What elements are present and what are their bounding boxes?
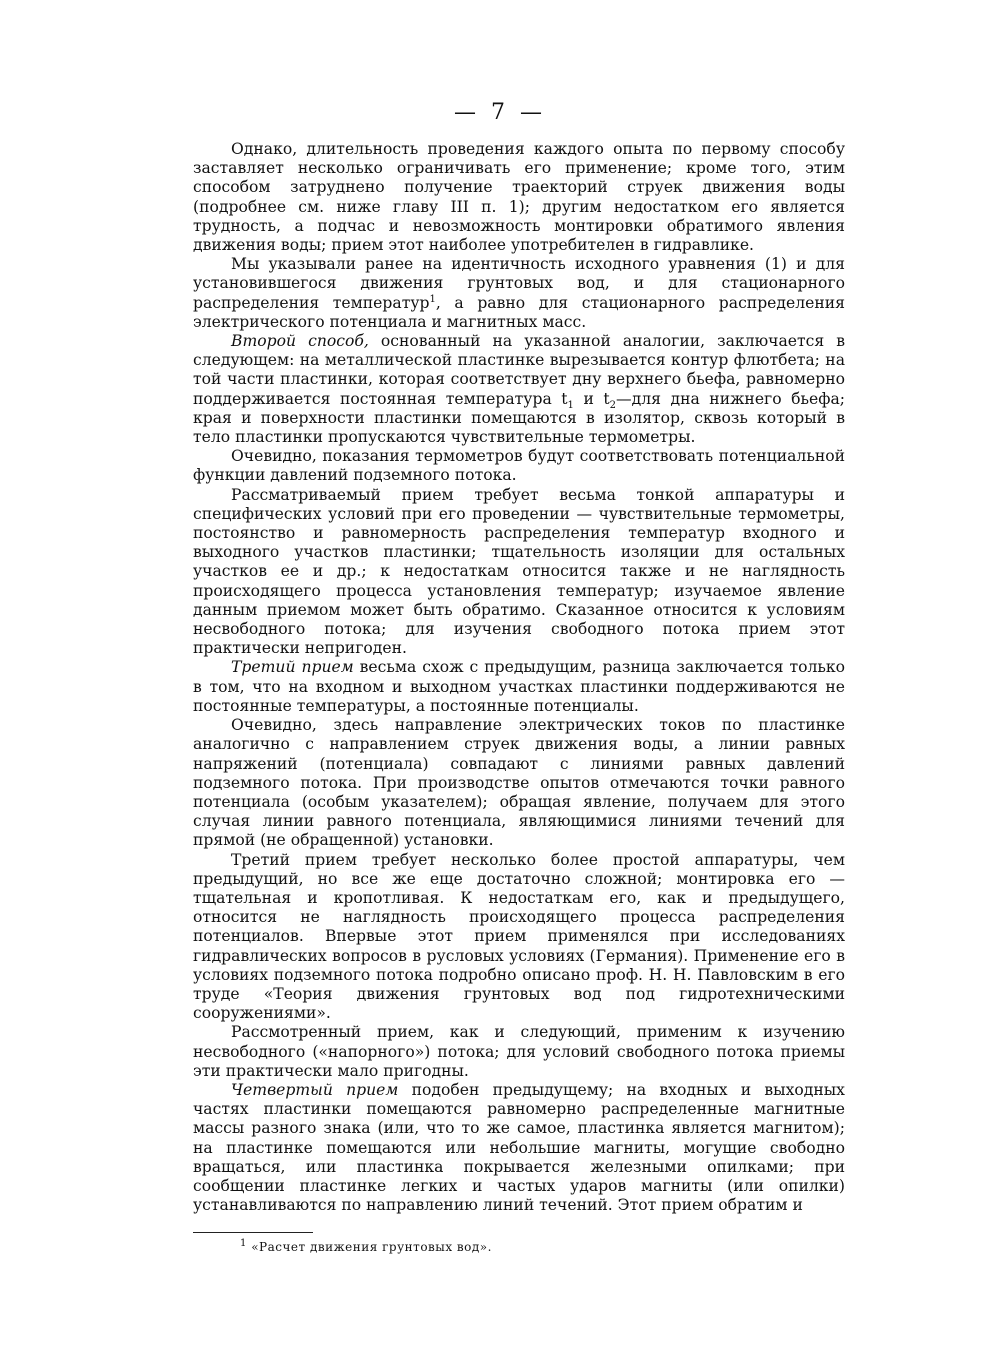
paragraph-3-text-c: —для дна нижнего бьефа; края и поверхности пластинки помещаются в изолятор, сквозь который в тело пластинки пропускаются чувствительные термометры. (193, 389, 846, 447)
paragraph-2 (193, 255, 845, 332)
paragraph-9: Рассмотренный прием, как и следующий, применим к изучению несвободного («напорного») потока; для условий свободного потока приемы эти практически мало пригодны. (193, 1023, 845, 1080)
paragraph-10-text: подобен предыдущему; на входных и выходных частях пластинки помещаются равномерно распределенные магнитные массы разного знака (или, что то же самое, пластинка является магнитом); на пластинке помещаются или небольшие магниты, могущие свободно вращаться, или пластинка покрывается железными опилками; при сообщении пластинке легких и частых ударов магниты (или опилки) устанавливаются по направлению линий течений. Этот прием обратим и (193, 1080, 845, 1215)
paragraph-3-text-b: и t (573, 389, 610, 408)
page-number: — 7 — (454, 100, 546, 125)
subscript-2: 2 (609, 399, 617, 411)
paragraph-3-heading: Второй способ, (231, 332, 369, 351)
footnote-text: «Расчет движения грунтовых вод». (251, 1240, 492, 1254)
subscript-1: 1 (567, 399, 574, 411)
paragraph-6-heading: Третий прием (231, 658, 354, 677)
paragraph-8: Третий прием требует несколько более простой аппаратуры, чем предыдущий, но все же еще достаточно сложной; монтировка его — тщательная и кропотливая. К недостаткам его, как и предыдущего, относится не наглядность происходящего процесса распределения потенциалов. Впервые этот прием применялся при исследованиях гидравлических вопросов в русловых условиях (Германия). Применение его в условиях подземного потока подробно описано проф. Н. Н. Павловским в его труде «Теория движения грунтовых вод под гидротехническими сооружениями». (193, 850, 845, 1023)
footnote-ref: 1 (429, 293, 436, 305)
footnote-divider (193, 1232, 313, 1233)
paragraph-3-text-a: основанный на указанной аналогии, заключается в следующем: на металлической пластинке вырезывается контур флютбета; на той части пластинки, которая соответствует дну верхнего бьефа, равномерно поддерживается постоянная температура t (193, 332, 845, 408)
body-text (193, 140, 845, 1215)
paragraph-2-text-b: , а равно для стационарного распределения электрического потенциала и магнитных масс. (193, 293, 845, 331)
paragraph-6 (193, 658, 845, 716)
footnote (240, 1240, 492, 1254)
paragraph-1: Однако, длительность проведения каждого опыта по первому способу заставляет несколько ограничивать его применение; кроме того, этим способом затруднено получение траекторий струек движения воды (подробнее см. ниже главу III п. 1); другим недостатком его является трудность, а подчас и невозможность монтировки обратимого явления движения воды; прием этот наиболее употребителен в гидравлике. (193, 140, 845, 255)
paragraph-5: Рассматриваемый прием требует весьма тонкой аппаратуры и специфических условий при его проведении — чувствительные термометры, постоянство и равномерность распределения температур входного и выходного участков пластинки; тщательность изоляции для остальных участков ее и др.; к недостаткам относится также и не наглядность происходящего процесса установления температур; изучаемое явление данным приемом может быть обратимо. Сказанное относится к условиям несвободного потока; для изучения свободного потока прием этот практически непригоден. (193, 485, 845, 658)
paragraph-10 (193, 1081, 845, 1215)
paragraph-10-heading: Четвертый прием (231, 1080, 399, 1099)
paragraph-4: Очевидно, показания термометров будут соответствовать потенциальной функции давлений подземного потока. (193, 447, 845, 485)
footnote-mark: 1 (240, 1238, 247, 1249)
paragraph-6-text: весьма схож с предыдущим, разница заключается только в том, что на входном и выходном участках пластинки поддерживаются не постоянные температуры, а постоянные потенциалы. (193, 658, 845, 715)
paragraph-3 (193, 332, 845, 447)
paragraph-2-text-a: Мы указывали ранее на идентичность исходного уравнения (1) и для установившегося движения грунтовых вод, и для стационарного распределения температур (193, 255, 845, 312)
paragraph-7: Очевидно, здесь направление электрических токов по пластинке аналогично с направлением струек движения воды, а линии равных напряжений (потенциала) совпадают с линиями равных давлений подземного потока. При производстве опытов отмечаются точки равного потенциала (особым указателем); обращая явление, получаем для этого случая линии равного потенциала, являющимися линиями течений для прямой (не обращенной) установки. (193, 716, 845, 850)
